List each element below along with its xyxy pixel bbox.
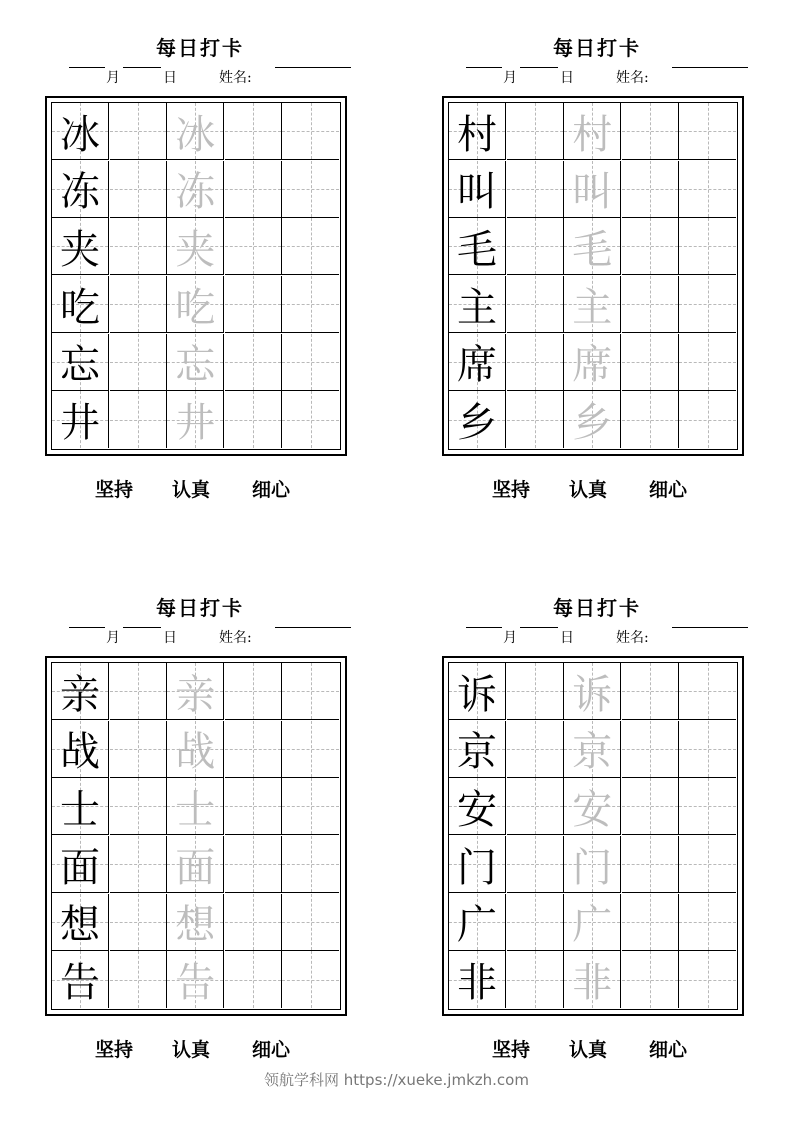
day-label: 日 xyxy=(163,630,177,646)
card-title: 每日打卡 xyxy=(553,596,641,620)
model-cell xyxy=(449,161,506,218)
tianzige-grid xyxy=(448,102,738,450)
trace-character: 诉 xyxy=(572,671,613,718)
model-character: 告 xyxy=(60,960,100,1007)
motto-line xyxy=(442,475,752,505)
writing-cell[interactable] xyxy=(110,103,167,160)
model-character: 村 xyxy=(457,111,497,158)
trace-cell[interactable] xyxy=(167,218,224,275)
writing-cell[interactable] xyxy=(282,391,339,448)
writing-cell[interactable] xyxy=(225,391,282,448)
trace-cell[interactable] xyxy=(564,894,621,951)
motto-word: 坚持 xyxy=(492,479,531,501)
grid-row xyxy=(449,778,737,835)
month-blank[interactable] xyxy=(69,67,105,68)
practice-card xyxy=(442,595,752,1105)
trace-character: 非 xyxy=(572,960,613,1007)
model-character: 井 xyxy=(60,400,100,447)
grid-row xyxy=(449,161,737,218)
name-label: 姓名: xyxy=(219,630,252,646)
trace-cell[interactable] xyxy=(564,836,621,893)
model-cell xyxy=(52,951,109,1008)
practice-frame xyxy=(45,96,347,456)
grid-row xyxy=(449,391,737,448)
practice-frame xyxy=(442,96,744,456)
model-character: 亲 xyxy=(60,671,100,718)
writing-cell[interactable] xyxy=(282,161,339,218)
model-cell xyxy=(449,218,506,275)
model-character: 战 xyxy=(60,729,100,776)
trace-cell[interactable] xyxy=(564,103,621,160)
trace-character: 冰 xyxy=(175,111,216,158)
writing-cell[interactable] xyxy=(507,778,564,835)
writing-cell[interactable] xyxy=(507,161,564,218)
writing-cell[interactable] xyxy=(679,391,736,448)
card-title: 每日打卡 xyxy=(156,596,244,620)
model-character: 主 xyxy=(457,284,497,331)
writing-cell[interactable] xyxy=(110,894,167,951)
model-character: 乡 xyxy=(457,400,497,447)
grid-row xyxy=(449,663,737,720)
model-character: 毛 xyxy=(457,226,497,273)
grid-row xyxy=(52,391,340,448)
name-blank[interactable] xyxy=(672,627,748,628)
writing-cell[interactable] xyxy=(679,721,736,778)
writing-cell[interactable] xyxy=(679,894,736,951)
model-cell xyxy=(449,721,506,778)
trace-character: 主 xyxy=(572,284,613,331)
grid-row xyxy=(52,778,340,835)
model-cell xyxy=(449,836,506,893)
model-cell xyxy=(52,663,109,720)
name-blank[interactable] xyxy=(275,627,351,628)
grid-row xyxy=(449,218,737,275)
trace-cell[interactable] xyxy=(564,334,621,391)
writing-cell[interactable] xyxy=(282,103,339,160)
trace-cell[interactable] xyxy=(167,276,224,333)
trace-cell[interactable] xyxy=(564,276,621,333)
day-label: 日 xyxy=(163,70,177,86)
motto-word: 坚持 xyxy=(492,1039,531,1061)
trace-cell[interactable] xyxy=(564,391,621,448)
writing-cell[interactable] xyxy=(679,276,736,333)
trace-cell[interactable] xyxy=(167,836,224,893)
model-cell xyxy=(52,218,109,275)
writing-cell[interactable] xyxy=(679,334,736,391)
trace-character: 面 xyxy=(175,844,216,891)
model-character: 冻 xyxy=(60,169,100,216)
writing-cell[interactable] xyxy=(507,218,564,275)
grid-row xyxy=(52,218,340,275)
trace-character: 战 xyxy=(175,729,216,776)
trace-character: 亲 xyxy=(175,671,216,718)
writing-cell[interactable] xyxy=(110,951,167,1008)
motto-line xyxy=(45,475,355,505)
trace-character: 冻 xyxy=(175,169,216,216)
model-cell xyxy=(52,334,109,391)
writing-cell[interactable] xyxy=(225,276,282,333)
writing-cell[interactable] xyxy=(679,836,736,893)
trace-character: 忘 xyxy=(175,342,216,389)
writing-cell[interactable] xyxy=(622,721,679,778)
writing-cell[interactable] xyxy=(507,894,564,951)
trace-cell[interactable] xyxy=(167,391,224,448)
writing-cell[interactable] xyxy=(507,276,564,333)
model-cell xyxy=(52,894,109,951)
model-cell xyxy=(449,951,506,1008)
writing-cell[interactable] xyxy=(225,951,282,1008)
model-cell xyxy=(449,778,506,835)
model-cell xyxy=(52,391,109,448)
day-blank[interactable] xyxy=(520,67,558,68)
date-name-line xyxy=(45,65,355,87)
model-cell xyxy=(52,721,109,778)
model-cell xyxy=(449,103,506,160)
trace-character: 乡 xyxy=(572,400,613,447)
writing-cell[interactable] xyxy=(110,161,167,218)
tianzige-grid xyxy=(51,662,341,1010)
trace-character: 告 xyxy=(175,960,216,1007)
motto-word: 认真 xyxy=(569,1039,608,1061)
tianzige-grid xyxy=(51,102,341,450)
model-cell xyxy=(449,391,506,448)
writing-cell[interactable] xyxy=(679,103,736,160)
writing-cell[interactable] xyxy=(110,218,167,275)
grid-row xyxy=(52,334,340,391)
grid-row xyxy=(449,334,737,391)
day-label: 日 xyxy=(560,630,574,646)
model-character: 面 xyxy=(60,844,100,891)
month-label: 月 xyxy=(106,630,120,646)
writing-cell[interactable] xyxy=(622,103,679,160)
grid-row xyxy=(449,721,737,778)
writing-cell[interactable] xyxy=(110,663,167,720)
name-label: 姓名: xyxy=(616,630,649,646)
trace-character: 想 xyxy=(175,902,216,949)
date-name-line xyxy=(442,65,752,87)
writing-cell[interactable] xyxy=(110,778,167,835)
trace-cell[interactable] xyxy=(564,951,621,1008)
trace-cell[interactable] xyxy=(564,721,621,778)
model-character: 士 xyxy=(60,786,100,833)
motto-word: 认真 xyxy=(172,1039,211,1061)
trace-character: 毛 xyxy=(572,226,613,273)
tianzige-grid xyxy=(448,662,738,1010)
grid-row xyxy=(449,276,737,333)
name-label: 姓名: xyxy=(219,70,252,86)
model-character: 广 xyxy=(457,902,497,949)
model-character: 冰 xyxy=(60,111,100,158)
writing-cell[interactable] xyxy=(110,721,167,778)
writing-cell[interactable] xyxy=(282,334,339,391)
writing-cell[interactable] xyxy=(622,161,679,218)
trace-cell[interactable] xyxy=(564,161,621,218)
model-cell xyxy=(52,103,109,160)
writing-cell[interactable] xyxy=(225,103,282,160)
writing-cell[interactable] xyxy=(282,663,339,720)
writing-cell[interactable] xyxy=(679,663,736,720)
writing-cell[interactable] xyxy=(225,161,282,218)
writing-cell[interactable] xyxy=(507,663,564,720)
motto-word: 细心 xyxy=(649,1039,688,1061)
practice-card xyxy=(45,595,355,1105)
grid-row xyxy=(52,836,340,893)
month-label: 月 xyxy=(503,630,517,646)
trace-character: 叫 xyxy=(572,169,613,216)
model-cell xyxy=(52,161,109,218)
trace-character: 村 xyxy=(572,111,613,158)
model-cell xyxy=(449,334,506,391)
day-blank[interactable] xyxy=(520,627,558,628)
writing-cell[interactable] xyxy=(507,103,564,160)
name-blank[interactable] xyxy=(275,67,351,68)
practice-card xyxy=(442,35,752,545)
writing-cell[interactable] xyxy=(679,161,736,218)
writing-cell[interactable] xyxy=(282,721,339,778)
writing-cell[interactable] xyxy=(507,836,564,893)
model-character: 席 xyxy=(457,342,497,389)
trace-character: 安 xyxy=(572,786,613,833)
model-cell xyxy=(449,663,506,720)
grid-row xyxy=(52,663,340,720)
grid-row xyxy=(449,103,737,160)
practice-frame xyxy=(442,656,744,1016)
day-label: 日 xyxy=(560,70,574,86)
writing-cell[interactable] xyxy=(225,721,282,778)
grid-row xyxy=(449,836,737,893)
grid-row xyxy=(449,951,737,1008)
model-character: 想 xyxy=(60,902,100,949)
trace-character: 京 xyxy=(572,729,613,776)
name-label: 姓名: xyxy=(616,70,649,86)
motto-word: 坚持 xyxy=(95,479,134,501)
month-blank[interactable] xyxy=(466,627,502,628)
trace-character: 夹 xyxy=(175,226,216,273)
writing-cell[interactable] xyxy=(110,276,167,333)
model-cell xyxy=(449,276,506,333)
card-title: 每日打卡 xyxy=(553,36,641,60)
model-character: 忘 xyxy=(60,342,100,389)
writing-cell[interactable] xyxy=(282,894,339,951)
footer-watermark: 领航学科网 https://xueke.jmkzh.com xyxy=(264,1071,529,1089)
month-blank[interactable] xyxy=(69,627,105,628)
model-character: 叫 xyxy=(457,169,497,216)
trace-character: 吃 xyxy=(175,284,216,331)
trace-cell[interactable] xyxy=(167,663,224,720)
model-character: 诉 xyxy=(457,671,497,718)
motto-word: 认真 xyxy=(569,479,608,501)
writing-cell[interactable] xyxy=(622,391,679,448)
writing-cell[interactable] xyxy=(225,778,282,835)
writing-cell[interactable] xyxy=(622,334,679,391)
motto-line xyxy=(442,1035,752,1065)
writing-cell[interactable] xyxy=(225,836,282,893)
date-name-line xyxy=(442,625,752,647)
writing-cell[interactable] xyxy=(622,663,679,720)
day-blank[interactable] xyxy=(123,627,161,628)
writing-cell[interactable] xyxy=(679,218,736,275)
model-cell xyxy=(449,894,506,951)
writing-cell[interactable] xyxy=(622,836,679,893)
writing-cell[interactable] xyxy=(282,836,339,893)
motto-word: 坚持 xyxy=(95,1039,134,1061)
date-name-line xyxy=(45,625,355,647)
writing-cell[interactable] xyxy=(225,663,282,720)
trace-cell[interactable] xyxy=(564,218,621,275)
trace-character: 广 xyxy=(572,902,613,949)
trace-cell[interactable] xyxy=(167,894,224,951)
writing-cell[interactable] xyxy=(679,778,736,835)
trace-character: 门 xyxy=(572,844,613,891)
model-cell xyxy=(52,778,109,835)
writing-cell[interactable] xyxy=(507,721,564,778)
month-label: 月 xyxy=(106,70,120,86)
grid-row xyxy=(52,894,340,951)
grid-row xyxy=(52,276,340,333)
writing-cell[interactable] xyxy=(507,334,564,391)
writing-cell[interactable] xyxy=(622,894,679,951)
writing-cell[interactable] xyxy=(622,951,679,1008)
trace-cell[interactable] xyxy=(167,334,224,391)
motto-word: 细心 xyxy=(649,479,688,501)
name-blank[interactable] xyxy=(672,67,748,68)
writing-cell[interactable] xyxy=(679,951,736,1008)
motto-line xyxy=(45,1035,355,1065)
model-character: 非 xyxy=(457,960,497,1007)
model-character: 安 xyxy=(457,786,497,833)
trace-cell[interactable] xyxy=(167,951,224,1008)
grid-row xyxy=(52,951,340,1008)
month-blank[interactable] xyxy=(466,67,502,68)
trace-cell[interactable] xyxy=(167,778,224,835)
trace-cell[interactable] xyxy=(564,663,621,720)
grid-row xyxy=(52,103,340,160)
model-character: 门 xyxy=(457,844,497,891)
writing-cell[interactable] xyxy=(282,276,339,333)
model-character: 吃 xyxy=(60,284,100,331)
trace-cell[interactable] xyxy=(564,778,621,835)
day-blank[interactable] xyxy=(123,67,161,68)
trace-character: 井 xyxy=(175,400,216,447)
trace-cell[interactable] xyxy=(167,161,224,218)
writing-cell[interactable] xyxy=(622,778,679,835)
trace-cell[interactable] xyxy=(167,721,224,778)
writing-cell[interactable] xyxy=(225,334,282,391)
writing-cell[interactable] xyxy=(110,391,167,448)
trace-character: 席 xyxy=(572,342,613,389)
model-character: 京 xyxy=(457,729,497,776)
writing-cell[interactable] xyxy=(622,218,679,275)
writing-cell[interactable] xyxy=(282,951,339,1008)
model-cell xyxy=(52,276,109,333)
model-cell xyxy=(52,836,109,893)
writing-cell[interactable] xyxy=(225,218,282,275)
motto-word: 细心 xyxy=(252,479,291,501)
practice-card xyxy=(45,35,355,545)
writing-cell[interactable] xyxy=(110,334,167,391)
writing-cell[interactable] xyxy=(507,391,564,448)
card-title: 每日打卡 xyxy=(156,36,244,60)
motto-word: 细心 xyxy=(252,1039,291,1061)
writing-cell[interactable] xyxy=(282,778,339,835)
writing-cell[interactable] xyxy=(622,276,679,333)
model-character: 夹 xyxy=(60,226,100,273)
practice-frame xyxy=(45,656,347,1016)
month-label: 月 xyxy=(503,70,517,86)
writing-cell[interactable] xyxy=(110,836,167,893)
grid-row xyxy=(52,161,340,218)
grid-row xyxy=(52,721,340,778)
writing-cell[interactable] xyxy=(507,951,564,1008)
motto-word: 认真 xyxy=(172,479,211,501)
writing-cell[interactable] xyxy=(282,218,339,275)
trace-character: 士 xyxy=(175,786,216,833)
grid-row xyxy=(449,894,737,951)
trace-cell[interactable] xyxy=(167,103,224,160)
writing-cell[interactable] xyxy=(225,894,282,951)
